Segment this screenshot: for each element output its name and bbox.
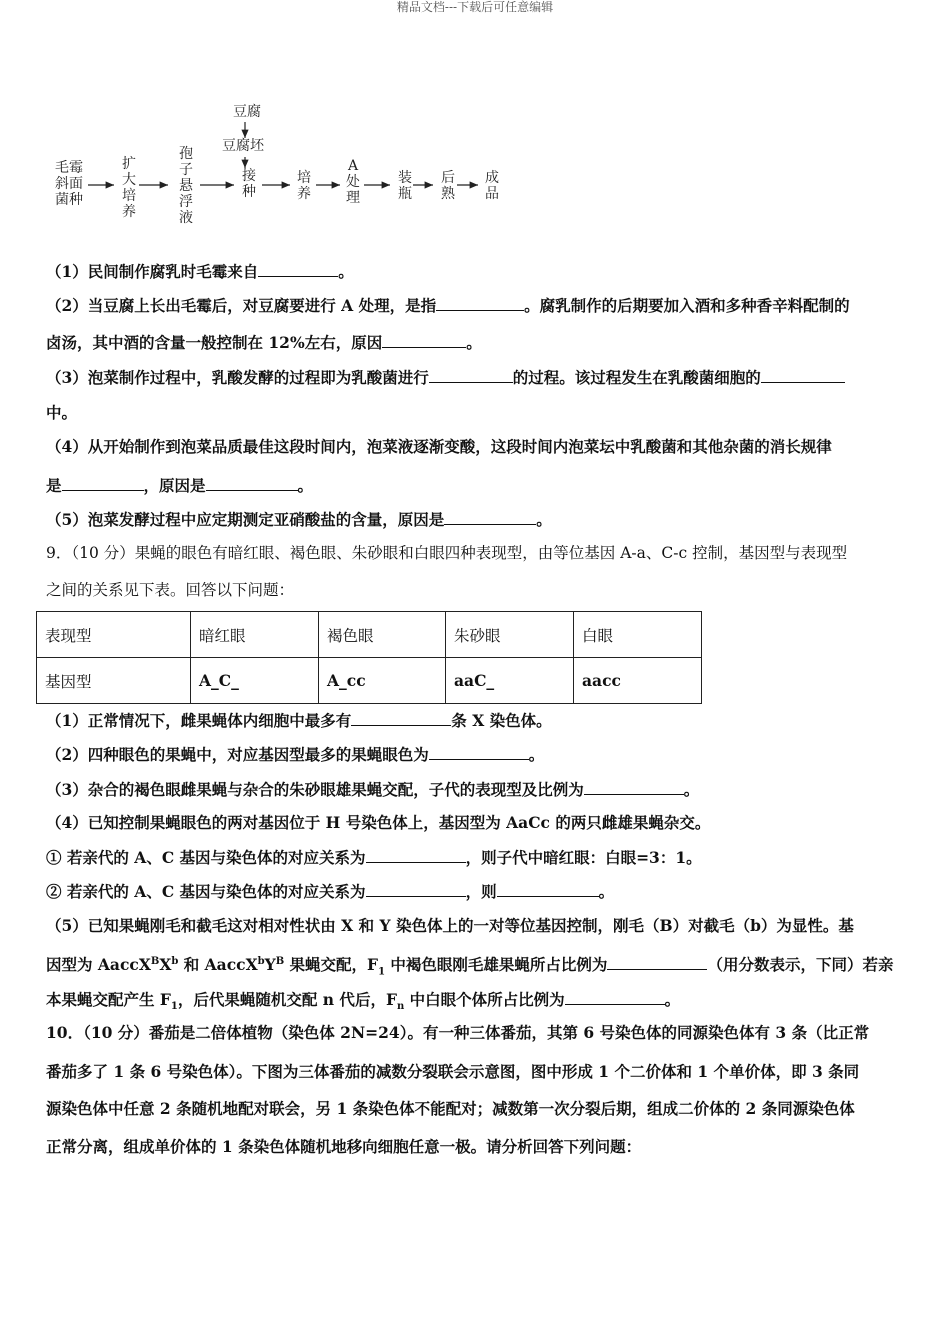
table-cell: 表现型 [37, 612, 191, 658]
q9-sub-2: （2）四种眼色的果蝇中，对应基因型最多的果蝇眼色为 。 [46, 745, 545, 764]
q8-line-2: （2）当豆腐上长出毛霉后，对豆腐要进行 A 处理，是指 。腐乳制作的后期要加入酒和多种香辛料配制的 [46, 296, 850, 315]
table-cell: 白眼 [574, 612, 702, 658]
q9-sub-5-line-1: （5）已知果蝇刚毛和截毛这对相对性状由 X 和 Y 染色体上的一对等位基因控制，刚毛（B）对截毛（b）为显性。基 [46, 916, 854, 935]
flow-tofu-pi: 豆腐坯 [222, 138, 264, 154]
q9-sub-4-case-2: ② 若亲代的 A、C 基因与染色体的对应关系为 ，则 。 [46, 882, 615, 901]
q8-line-1: （1）民间制作腐乳时毛霉来自 。 [46, 262, 354, 281]
table-cell: aaC_ [446, 658, 574, 704]
table-cell: A_cc [319, 658, 446, 704]
q8-line-4: （3）泡菜制作过程中，乳酸发酵的过程即为乳酸菌进行 的过程。该过程发生在乳酸菌细胞的 [46, 368, 906, 387]
flow-arrows [40, 100, 520, 230]
table-cell: 暗红眼 [191, 612, 319, 658]
table-cell: 褐色眼 [319, 612, 446, 658]
table-cell: 朱砂眼 [446, 612, 574, 658]
table-cell: 基因型 [37, 658, 191, 704]
table-row-phenotype [37, 612, 702, 658]
flow-step-spore-suspension: 孢子悬浮液 [179, 146, 193, 226]
flow-tofu: 豆腐 [233, 104, 261, 120]
flow-step-mould-strain: 毛霉斜面菌种 [55, 160, 83, 208]
q9-sub-1: （1）正常情况下，雌果蝇体内细胞中最多有 条 X 染色体。 [46, 711, 552, 730]
flow-step-expand-culture: 扩大培养 [122, 156, 136, 220]
fermentation-flow-diagram [40, 100, 520, 230]
q8-line-7: 是 ，原因是 。 [46, 476, 314, 495]
q9-stem-line-1: 9．（10 分）果蝇的眼色有暗红眼、褐色眼、朱砂眼和白眼四种表现型，由等位基因 A-a、C-c 控制，基因型与表现型 [46, 544, 848, 562]
flow-step-product: 成品 [485, 170, 499, 202]
flow-step-ripening: 后熟 [441, 170, 455, 202]
table-cell: A_C_ [191, 658, 319, 704]
flow-step-a-treatment: A处理 [346, 158, 360, 206]
q9-sub-4: （4）已知控制果蝇眼色的两对基因位于 H 号染色体上，基因型为 AaCc 的两只雌雄果蝇杂交。 [46, 813, 711, 832]
flow-step-culture: 培养 [297, 170, 311, 202]
q9-sub-4-case-1: ① 若亲代的 A、C 基因与染色体的对应关系为 ，则子代中暗红眼：白眼=3：1。 [46, 848, 702, 867]
flow-step-inoculate: 接种 [242, 168, 256, 200]
q9-sub-3: （3）杂合的褐色眼雌果蝇与杂合的朱砂眼雄果蝇交配，子代的表现型及比例为 。 [46, 780, 700, 799]
table-cell: aacc [574, 658, 702, 704]
q10-line-2: 番茄多了 1 条 6 号染色体）。下图为三体番茄的减数分裂联会示意图，图中形成 1 个二价体和 1 个单价体，即 3 条同 [46, 1062, 860, 1081]
q8-line-3: 卤汤，其中酒的含量一般控制在 12%左右，原因 。 [46, 333, 482, 352]
q9-sub-5-line-2: 因型为 $AaccX^BX^b$ 和 $AaccX^bY^B$ 果蝇交配，$F_1$ 中褐色眼刚毛雄果蝇所占比例为 （用分数表示，下同）若亲 [46, 955, 894, 978]
table-row-genotype [37, 658, 702, 704]
q10-line-3: 源染色体中任意 2 条随机地配对联会，另 1 条染色体不能配对；减数第一次分裂后期，组成二价体的 2 条同源染色体 [46, 1099, 855, 1118]
flow-step-bottling: 装瓶 [398, 170, 412, 202]
q8-line-8: （5）泡菜发酵过程中应定期测定亚硝酸盐的含量，原因是 。 [46, 510, 552, 529]
q9-stem-line-2: 之间的关系见下表。回答以下问题： [46, 581, 295, 599]
q8-line-6: （4）从开始制作到泡菜品质最佳这段时间内，泡菜液逐渐变酸，这段时间内泡菜坛中乳酸菌和其他杂菌的消长规律 [46, 437, 832, 456]
page-header: 精品文档---下载后可任意编辑 [396, 0, 554, 14]
genotype-phenotype-table [36, 611, 702, 704]
q8-line-5: 中。 [46, 403, 78, 422]
q9-sub-5-line-3: 本果蝇交配产生 $F_1$，后代果蝇随机交配 n 代后，$F_n$ 中白眼个体所占比例为 。 [46, 990, 681, 1013]
q10-line-4: 正常分离，组成单价体的 1 条染色体随机地移向细胞任意一极。请分析回答下列问题： [46, 1137, 642, 1156]
q10-line-1: 10．（10 分）番茄是二倍体植物（染色体 2N=24）。有一种三体番茄，其第 6 号染色体的同源染色体有 3 条（比正常 [46, 1023, 870, 1042]
